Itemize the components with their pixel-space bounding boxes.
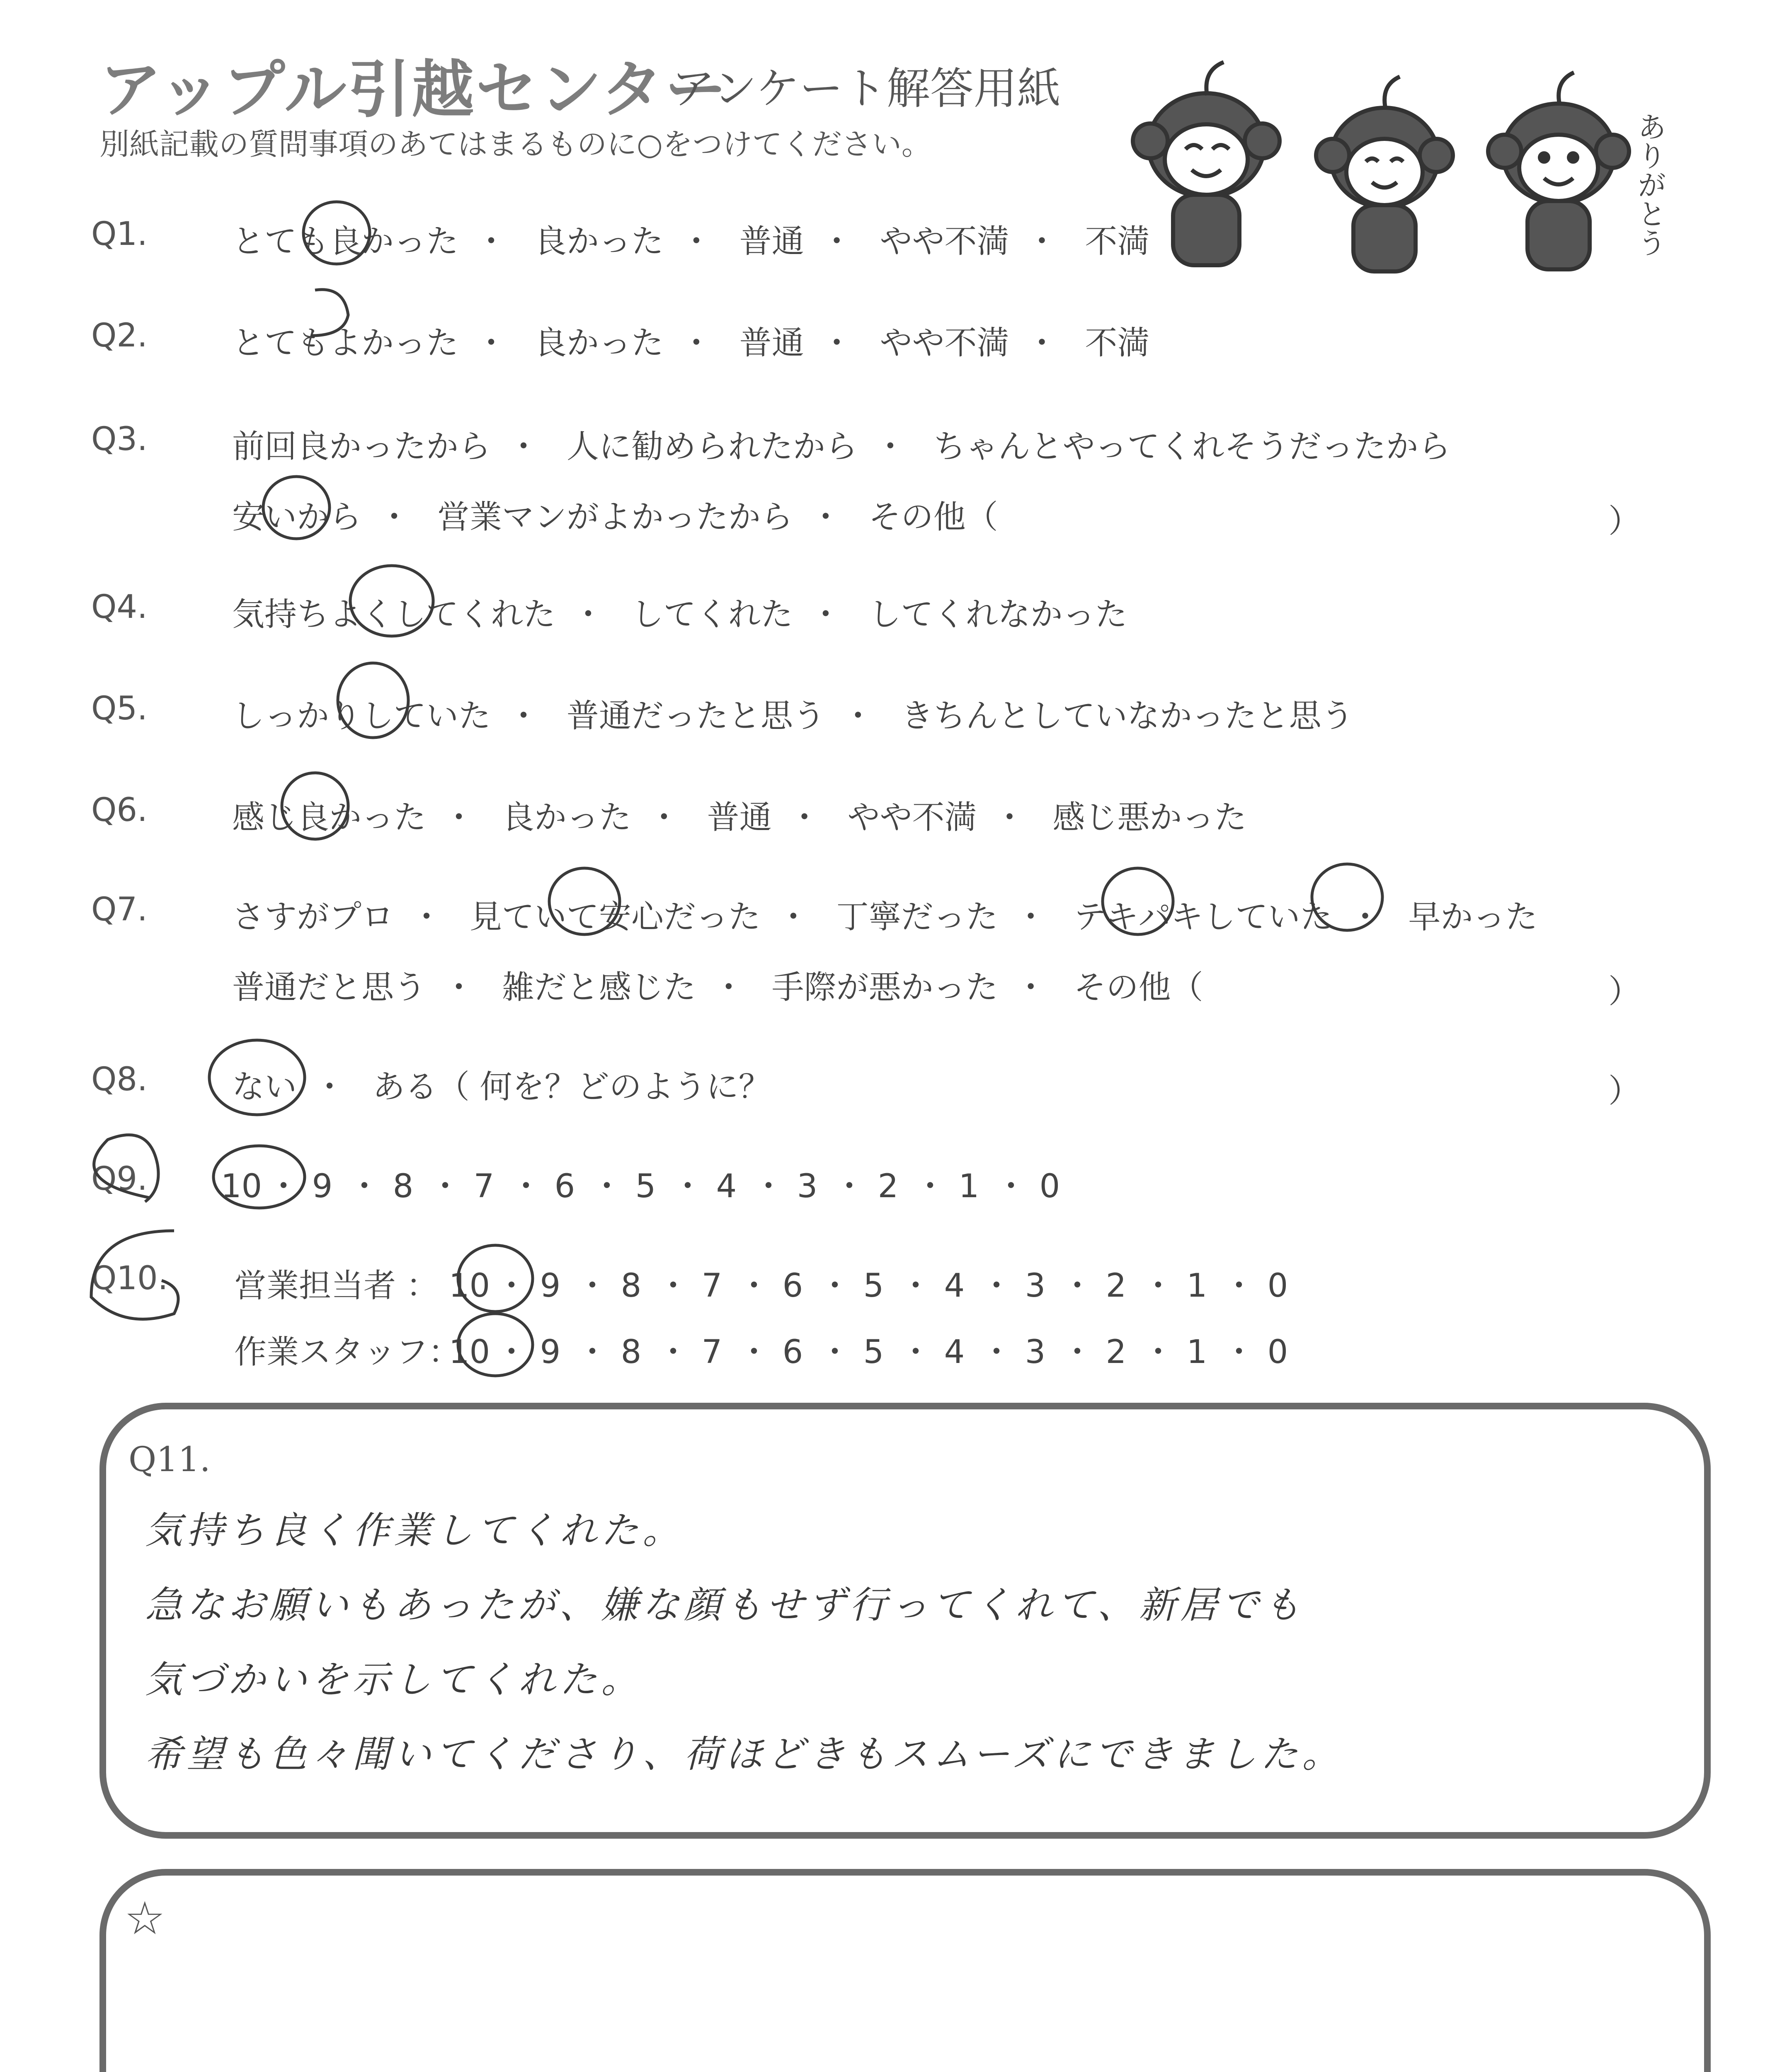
q10-label: Q10. [91, 1260, 168, 1297]
q3-opt-4[interactable]: 安いから [232, 499, 362, 536]
q10-staff-score-option-10[interactable]: 10 [449, 1334, 490, 1371]
separator: ・ [507, 428, 540, 465]
q7-opt-7[interactable]: 雑だと感じた [502, 969, 696, 1006]
separator: ・ [1061, 1334, 1094, 1371]
q8-label: Q8. [91, 1061, 148, 1098]
q10-sales-score-option-6[interactable]: 6 [782, 1267, 803, 1305]
q10-staff-score-option-5[interactable]: 5 [863, 1334, 884, 1371]
q7-selection-circle-1 [549, 868, 620, 934]
separator: ・ [777, 898, 810, 936]
separator: ・ [378, 499, 411, 536]
q7-opt-2[interactable]: 見ていて安心だった [469, 898, 761, 936]
separator: ・ [576, 1267, 609, 1305]
q8-opt-1[interactable]: ない [232, 1068, 297, 1106]
q10-sales-score-option-3[interactable]: 3 [1025, 1267, 1046, 1305]
q7-opt-5[interactable]: 早かった [1408, 898, 1538, 936]
q11-label: Q11. [128, 1440, 211, 1479]
separator: ・ [1061, 1267, 1094, 1305]
q1-opt-1[interactable]: とても良かった [232, 223, 459, 260]
separator: ・ [572, 596, 605, 633]
separator: ・ [495, 1334, 528, 1371]
q7-opt-3[interactable]: 丁寧だった [836, 898, 998, 936]
separator: ・ [495, 1267, 528, 1305]
q10-staff-score-option-8[interactable]: 8 [621, 1334, 642, 1371]
separator: ・ [788, 799, 821, 836]
q7-selection-circle-2 [1103, 868, 1173, 934]
q10-label-mark [91, 1231, 178, 1319]
q9-score-option-5[interactable]: 5 [635, 1168, 656, 1205]
q10-sales-selection-circle [458, 1245, 533, 1312]
q3-opt-2[interactable]: 人に勧められたから [566, 428, 858, 465]
q2-opt-1[interactable]: とてもよかった [232, 324, 459, 362]
q8-paren-close: ） [1608, 1072, 1641, 1110]
separator: ・ [809, 499, 842, 536]
separator: ・ [899, 1267, 932, 1305]
q4-selection-circle [350, 566, 433, 636]
q2-selection-mark [311, 290, 348, 336]
separator: ・ [1223, 1267, 1256, 1305]
q10-sales-score-option-9[interactable]: 9 [540, 1267, 561, 1305]
separator: ・ [809, 596, 842, 633]
separator: ・ [576, 1334, 609, 1371]
separator: ・ [738, 1334, 771, 1371]
separator: ・ [510, 1168, 543, 1205]
separator: ・ [348, 1168, 381, 1205]
separator: ・ [647, 799, 680, 836]
separator: ・ [914, 1168, 947, 1205]
q10-sales-label: 営業担当者 ： [234, 1267, 439, 1305]
q3-opt-3[interactable]: ちゃんとやってくれそうだったから [933, 428, 1451, 465]
q10-staff-score-option-4[interactable]: 4 [944, 1334, 965, 1371]
q8-opt-2[interactable]: ある（ 何を？どのように？ [372, 1068, 771, 1106]
q10-staff-label: 作業スタッフ： [234, 1334, 461, 1371]
q9-score-option-3[interactable]: 3 [797, 1168, 818, 1205]
q10-staff-score-option-0[interactable]: 0 [1267, 1334, 1288, 1371]
q11-comment-line-1: 気持ち良く作業してくれた。 [145, 1509, 684, 1552]
q3-paren-close: ） [1608, 503, 1641, 540]
q9-score-option-1[interactable]: 1 [958, 1168, 979, 1205]
separator: ・ [680, 223, 713, 260]
q9-score-option-4[interactable]: 4 [716, 1168, 737, 1205]
q1-opt-3[interactable]: 普通 [739, 223, 804, 260]
q3-opt-6[interactable]: その他（ [868, 499, 998, 536]
star-comment-box [99, 1869, 1711, 2072]
q7-opt-9[interactable]: その他（ [1074, 969, 1203, 1006]
q5-opt-3[interactable]: きちんとしていなかったと思う [901, 697, 1354, 735]
q9-score-option-0[interactable]: 0 [1039, 1168, 1060, 1205]
separator: ・ [819, 1267, 851, 1305]
q2-opt-3[interactable]: 普通 [739, 324, 804, 362]
separator: ・ [712, 969, 745, 1006]
separator: ・ [672, 1168, 704, 1205]
q3-label: Q3. [91, 421, 148, 458]
q5-selection-circle [338, 663, 408, 738]
separator: ・ [1026, 324, 1058, 362]
separator: ・ [752, 1168, 785, 1205]
q5-label: Q5. [91, 690, 148, 727]
q3-opt-1[interactable]: 前回良かったから [232, 428, 491, 465]
separator: ・ [267, 1168, 300, 1205]
q6-opt-5[interactable]: 感じ悪かった [1052, 799, 1247, 836]
q11-comment-line-2: 急なお願いもあったが、嫌な顔もせず行ってくれて、新居でも [145, 1583, 1305, 1627]
q7-label: Q7. [91, 891, 148, 928]
q10-sales-score-option-5[interactable]: 5 [863, 1267, 884, 1305]
separator: ・ [820, 223, 853, 260]
q7-opt-6[interactable]: 普通だと思う [232, 969, 427, 1006]
separator: ・ [899, 1334, 932, 1371]
q6-opt-3[interactable]: 普通 [707, 799, 772, 836]
separator: ・ [819, 1334, 851, 1371]
q9-score-option-2[interactable]: 2 [878, 1168, 899, 1205]
separator: ・ [820, 324, 853, 362]
separator: ・ [1142, 1267, 1175, 1305]
separator: ・ [507, 697, 540, 735]
separator: ・ [1014, 898, 1047, 936]
q1-label: Q1. [91, 215, 148, 253]
separator: ・ [313, 1068, 346, 1106]
q9-label: Q9. [91, 1160, 148, 1198]
separator: ・ [980, 1334, 1013, 1371]
form-title: アップル引越センター [99, 54, 729, 126]
q4-opt-1[interactable]: 気持ちよくしてくれた [232, 596, 556, 633]
separator: ・ [738, 1267, 771, 1305]
q10-staff-score-option-3[interactable]: 3 [1025, 1334, 1046, 1371]
separator: ・ [475, 223, 508, 260]
q5-opt-2[interactable]: 普通だったと思う [566, 697, 825, 735]
q10-staff-selection-circle [458, 1314, 533, 1376]
q9-score-option-10[interactable]: 10 [221, 1168, 262, 1205]
q9-score-option-9[interactable]: 9 [312, 1168, 333, 1205]
separator: ・ [657, 1267, 690, 1305]
q10-sales-score-option-4[interactable]: 4 [944, 1267, 965, 1305]
q9-selection-circle [213, 1146, 305, 1208]
q3-selection-circle [263, 477, 330, 539]
q1-opt-5[interactable]: 不満 [1085, 223, 1150, 260]
q4-label: Q4. [91, 588, 148, 626]
q3-opt-5[interactable]: 営業マンがよかったから [437, 499, 793, 536]
q9-score-option-7[interactable]: 7 [473, 1168, 495, 1205]
separator: ・ [995, 1168, 1028, 1205]
q4-opt-2[interactable]: してくれた [631, 596, 793, 633]
star-icon: ☆ [124, 1892, 165, 1945]
q10-sales-score-option-2[interactable]: 2 [1106, 1267, 1127, 1305]
q4-opt-3[interactable]: してくれなかった [868, 596, 1127, 633]
q10-sales-score-option-1[interactable]: 1 [1186, 1267, 1207, 1305]
q10-sales-score-option-0[interactable]: 0 [1267, 1267, 1288, 1305]
q6-opt-1[interactable]: 感じ良かった [232, 799, 427, 836]
q9-score-option-8[interactable]: 8 [393, 1168, 414, 1205]
separator: ・ [993, 799, 1026, 836]
separator: ・ [1014, 969, 1047, 1006]
q2-opt-2[interactable]: 良かった [534, 324, 664, 362]
q10-staff-score-option-2[interactable]: 2 [1106, 1334, 1127, 1371]
separator: ・ [1223, 1334, 1256, 1371]
q7-opt-8[interactable]: 手際が悪かった [771, 969, 998, 1006]
q1-opt-2[interactable]: 良かった [534, 223, 664, 260]
q6-selection-circle [282, 773, 348, 839]
q5-opt-1[interactable]: しっかりしていた [232, 697, 491, 735]
q9-score-option-6[interactable]: 6 [554, 1168, 575, 1205]
separator: ・ [475, 324, 508, 362]
q7-opt-4[interactable]: テキパキしていた [1074, 898, 1333, 936]
q7-opt-1[interactable]: さすがプロ [232, 898, 394, 936]
q10-staff-score-option-7[interactable]: 7 [701, 1334, 722, 1371]
separator: ・ [833, 1168, 866, 1205]
separator: ・ [591, 1168, 623, 1205]
form-instruction: 別紙記載の質問事項のあてはまるものに○をつけてください。 [99, 127, 931, 162]
q10-staff-score-option-9[interactable]: 9 [540, 1334, 561, 1371]
form-subtitle: アンケート解答用紙 [672, 63, 1061, 114]
separator: ・ [1026, 223, 1058, 260]
separator: ・ [429, 1168, 462, 1205]
q6-opt-4[interactable]: やや不満 [847, 799, 977, 836]
q1-opt-4[interactable]: やや不満 [880, 223, 1009, 260]
q2-opt-5[interactable]: 不満 [1085, 324, 1150, 362]
q7-paren-close: ） [1608, 973, 1641, 1010]
separator: ・ [657, 1334, 690, 1371]
q10-staff-score-option-1[interactable]: 1 [1186, 1334, 1207, 1371]
q10-sales-score-option-10[interactable]: 10 [449, 1267, 490, 1305]
separator: ・ [410, 898, 443, 936]
q10-sales-score-option-8[interactable]: 8 [621, 1267, 642, 1305]
separator: ・ [1349, 898, 1382, 936]
q11-comment-line-4: 希望も色々聞いてくださり、荷ほどきもスムーズにできました。 [145, 1733, 1343, 1776]
separator: ・ [841, 697, 874, 735]
q2-opt-4[interactable]: やや不満 [880, 324, 1009, 362]
q8-selection-circle [209, 1040, 305, 1115]
q2-label: Q2. [91, 317, 148, 354]
q9-label-mark [94, 1135, 158, 1202]
q11-comment-line-3: 気づかいを示してくれた。 [145, 1658, 642, 1702]
mascot-thanks-text: ありがとう [1633, 112, 1667, 257]
separator: ・ [1142, 1334, 1175, 1371]
q7-selection-circle-3 [1312, 864, 1382, 930]
q10-sales-score-option-7[interactable]: 7 [701, 1267, 722, 1305]
separator: ・ [680, 324, 713, 362]
separator: ・ [443, 799, 475, 836]
q1-selection-circle [303, 202, 370, 264]
q10-staff-score-option-6[interactable]: 6 [782, 1334, 803, 1371]
q6-label: Q6. [91, 792, 148, 829]
separator: ・ [980, 1267, 1013, 1305]
separator: ・ [874, 428, 907, 465]
separator: ・ [443, 969, 475, 1006]
q6-opt-2[interactable]: 良かった [502, 799, 631, 836]
